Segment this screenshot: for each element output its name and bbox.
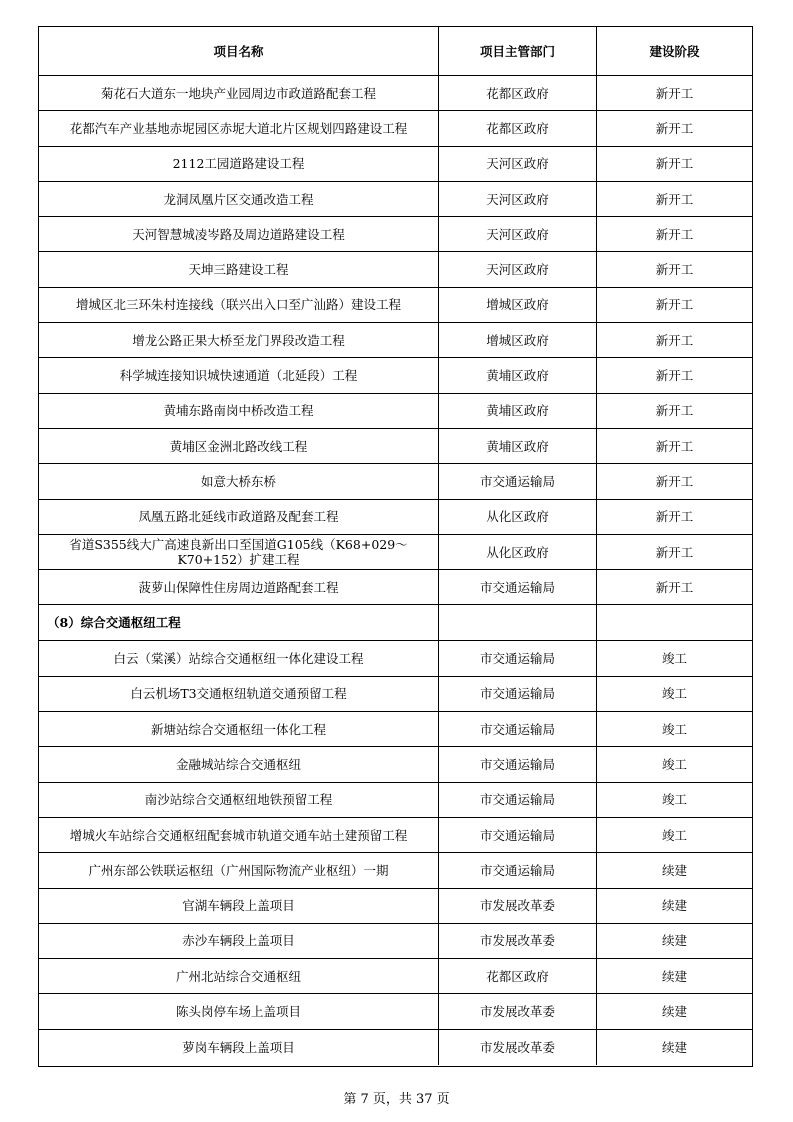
cell-stage: 竣工 (661, 792, 687, 808)
table-row (39, 111, 752, 146)
cell-project-name: 如意大桥东桥 (39, 464, 439, 498)
cell-stage: 续建 (661, 968, 687, 984)
cell-project-name: 南沙站综合交通枢纽地铁预留工程 (39, 783, 439, 817)
cell-stage: 新开工 (655, 85, 694, 101)
table-row (39, 924, 752, 959)
cell-department: 从化区政府 (439, 535, 597, 569)
cell-department: 市发展改革委 (439, 889, 597, 923)
cell-stage: 新开工 (655, 544, 694, 560)
cell-stage: 竣工 (661, 721, 687, 737)
table-row (39, 712, 752, 747)
header-department: 项目主管部门 (439, 27, 597, 75)
cell-stage: 竣工 (661, 756, 687, 772)
table-row (39, 535, 752, 570)
project-table (38, 26, 753, 1067)
cell-department: 市交通运输局 (439, 677, 597, 711)
cell-project-name: 菊花石大道东一地块产业园周边市政道路配套工程 (39, 76, 439, 110)
cell-stage: 竣工 (661, 686, 687, 702)
table-row (39, 994, 752, 1029)
cell-department: 天河区政府 (439, 217, 597, 251)
cell-department: 花都区政府 (439, 111, 597, 145)
cell-department: 市交通运输局 (439, 783, 597, 817)
cell-project-name: 增龙公路正果大桥至龙门界段改造工程 (39, 323, 439, 357)
table-row (39, 641, 752, 676)
table-header-row (39, 27, 752, 76)
cell-department: 黄埔区政府 (439, 358, 597, 392)
cell-project-name: 凤凰五路北延线市政道路及配套工程 (39, 500, 439, 534)
cell-department: 天河区政府 (439, 252, 597, 286)
table-row (39, 464, 752, 499)
page-footer: 第 7 页，共 37 页 (343, 1092, 450, 1107)
cell-stage: 新开工 (655, 226, 694, 242)
cell-stage: 续建 (661, 1039, 687, 1055)
cell-department: 市交通运输局 (439, 641, 597, 675)
table-row (39, 1030, 752, 1065)
cell-stage: 新开工 (655, 156, 694, 172)
cell-project-name: 黄埔东路南岗中桥改造工程 (39, 394, 439, 428)
cell-project-name: 增城区北三环朱村连接线（联兴出入口至广汕路）建设工程 (39, 288, 439, 322)
table-row (39, 783, 752, 818)
cell-project-name: 花都汽车产业基地赤坭园区赤坭大道北片区规划四路建设工程 (39, 111, 439, 145)
table-row (39, 182, 752, 217)
cell-project-name: 萝岗车辆段上盖项目 (39, 1030, 439, 1065)
cell-department (439, 605, 597, 640)
section-row (39, 605, 752, 641)
table-row (39, 76, 752, 111)
cell-project-name: 菠萝山保障性住房周边道路配套工程 (39, 570, 439, 604)
cell-department: 市交通运输局 (439, 818, 597, 852)
cell-department: 从化区政府 (439, 500, 597, 534)
cell-project-name: 广州东部公铁联运枢纽（广州国际物流产业枢纽）一期 (39, 853, 439, 887)
table-row (39, 959, 752, 994)
cell-project-name: 省道S355线大广高速良新出口至国道G105线（K68+029～K70+152）扩建工程 (39, 535, 439, 569)
table-row (39, 147, 752, 182)
table-row (39, 747, 752, 782)
cell-stage: 续建 (661, 862, 687, 878)
cell-project-name: 广州北站综合交通枢纽 (39, 959, 439, 993)
table-row (39, 252, 752, 287)
table-row (39, 358, 752, 393)
cell-project-name: 科学城连接知识城快速通道（北延段）工程 (39, 358, 439, 392)
table-row (39, 677, 752, 712)
table-row (39, 889, 752, 924)
cell-stage: 新开工 (655, 262, 694, 278)
cell-department: 花都区政府 (439, 959, 597, 993)
cell-stage: 新开工 (655, 509, 694, 525)
table-row (39, 429, 752, 464)
table-row (39, 818, 752, 853)
cell-department: 天河区政府 (439, 147, 597, 181)
cell-department: 黄埔区政府 (439, 394, 597, 428)
cell-project-name: （8）综合交通枢纽工程 (39, 605, 439, 640)
cell-stage: 新开工 (655, 403, 694, 419)
cell-project-name: 龙洞凤凰片区交通改造工程 (39, 182, 439, 216)
cell-project-name: 金融城站综合交通枢纽 (39, 747, 439, 781)
cell-department: 市交通运输局 (439, 747, 597, 781)
cell-stage: 新开工 (655, 438, 694, 454)
cell-stage: 竣工 (661, 651, 687, 667)
cell-stage: 新开工 (655, 579, 694, 595)
cell-stage: 续建 (661, 898, 687, 914)
table-row (39, 500, 752, 535)
cell-department: 市交通运输局 (439, 464, 597, 498)
table-row (39, 217, 752, 252)
cell-stage (597, 605, 752, 640)
header-project-name: 项目名称 (39, 27, 439, 75)
cell-project-name: 陈头岗停车场上盖项目 (39, 994, 439, 1028)
header-stage: 建设阶段 (649, 43, 700, 59)
cell-department: 天河区政府 (439, 182, 597, 216)
cell-project-name: 黄埔区金洲北路改线工程 (39, 429, 439, 463)
cell-department: 市发展改革委 (439, 924, 597, 958)
cell-stage: 续建 (661, 933, 687, 949)
cell-project-name: 增城火车站综合交通枢纽配套城市轨道交通车站土建预留工程 (39, 818, 439, 852)
cell-department: 市交通运输局 (439, 853, 597, 887)
cell-department: 花都区政府 (439, 76, 597, 110)
cell-department: 增城区政府 (439, 323, 597, 357)
cell-department: 市发展改革委 (439, 994, 597, 1028)
cell-department: 增城区政府 (439, 288, 597, 322)
table-row (39, 323, 752, 358)
cell-project-name: 新塘站综合交通枢纽一体化工程 (39, 712, 439, 746)
cell-stage: 新开工 (655, 332, 694, 348)
cell-stage: 新开工 (655, 368, 694, 384)
cell-project-name: 赤沙车辆段上盖项目 (39, 924, 439, 958)
cell-project-name: 白云机场T3交通枢纽轨道交通预留工程 (39, 677, 439, 711)
cell-stage: 新开工 (655, 297, 694, 313)
cell-stage: 新开工 (655, 473, 694, 489)
cell-project-name: 2112工园道路建设工程 (39, 147, 439, 181)
cell-department: 市发展改革委 (439, 1030, 597, 1065)
cell-project-name: 官湖车辆段上盖项目 (39, 889, 439, 923)
cell-project-name: 白云（棠溪）站综合交通枢纽一体化建设工程 (39, 641, 439, 675)
table-row (39, 288, 752, 323)
table-row (39, 570, 752, 605)
cell-project-name: 天河智慧城凌岑路及周边道路建设工程 (39, 217, 439, 251)
cell-department: 市交通运输局 (439, 712, 597, 746)
table-row (39, 394, 752, 429)
cell-stage: 续建 (661, 1004, 687, 1020)
cell-stage: 新开工 (655, 120, 694, 136)
cell-stage: 新开工 (655, 191, 694, 207)
cell-department: 市交通运输局 (439, 570, 597, 604)
cell-project-name: 天坤三路建设工程 (39, 252, 439, 286)
table-row (39, 853, 752, 888)
cell-stage: 竣工 (661, 827, 687, 843)
cell-department: 黄埔区政府 (439, 429, 597, 463)
